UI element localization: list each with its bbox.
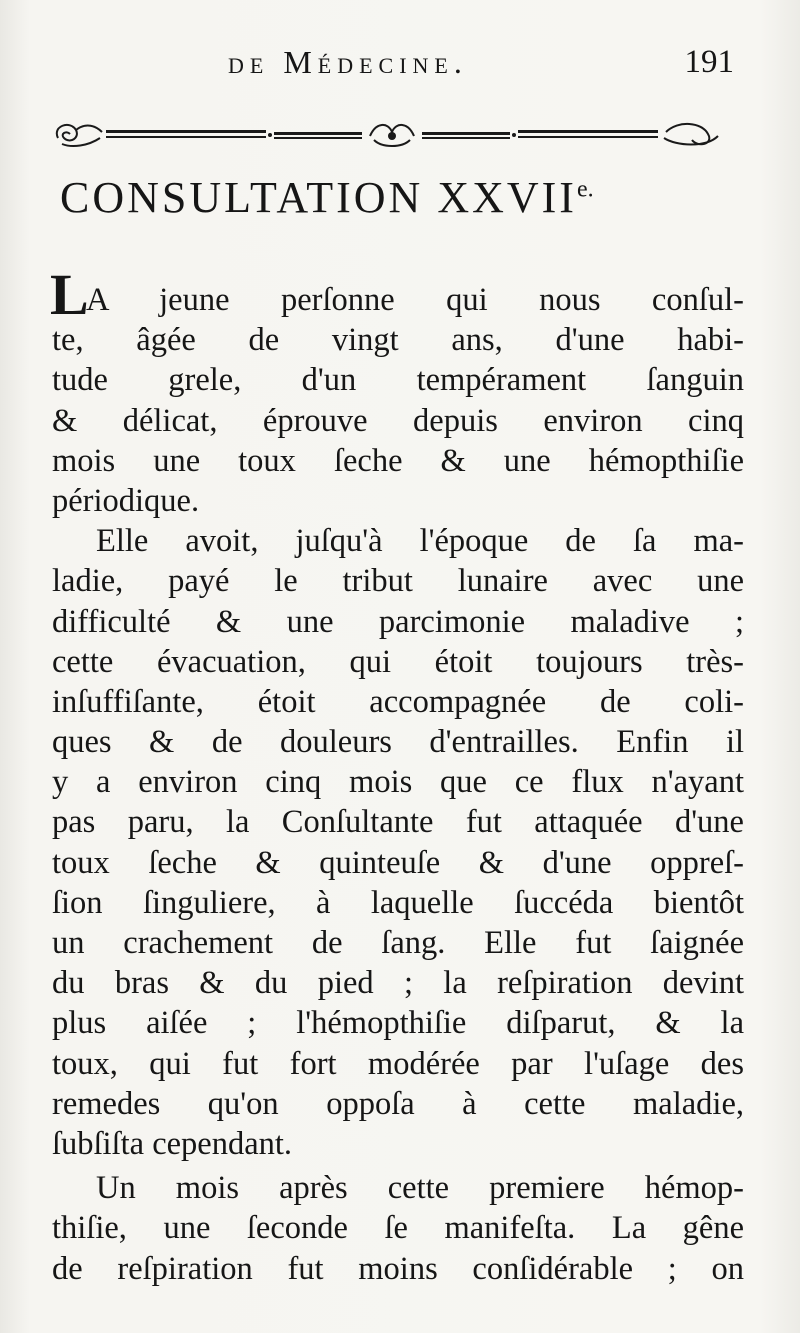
paragraph-line: plus aiſée ; l'hémopthiſie diſparut, & la: [52, 1005, 744, 1042]
paragraph-line: remedes qu'on oppoſa à cette maladie,: [52, 1085, 744, 1122]
page-number: 191: [684, 44, 734, 80]
heading-text: CONSULTATION XXVII: [60, 173, 577, 222]
body-text: [50, 262, 744, 1289]
paragraph-line: cette évacuation, qui étoit toujours très-: [52, 643, 744, 680]
paragraph-line: thiſie, une ſeconde ſe manifeſta. La gêne: [52, 1210, 744, 1247]
paragraph-line: pas paru, la Conſultante fut attaquée d'une: [52, 804, 744, 841]
paragraph-line: te, âgée de vingt ans, d'une habi-: [52, 322, 744, 359]
consultation-heading: [60, 172, 750, 223]
paragraph-line: toux, qui fut fort modérée par l'uſage des: [52, 1045, 744, 1082]
paragraph-line: périodique.: [52, 482, 200, 519]
paragraph-line: du bras & du pied ; la reſpiration devint: [52, 965, 744, 1002]
paragraph-line: ſubſiſta cependant.: [52, 1125, 293, 1162]
paragraph-line: inſuffiſante, étoit accompagnée de coli-: [52, 683, 744, 720]
paragraph-line: & délicat, éprouve depuis environ cinq: [52, 402, 744, 439]
heading-superscript: e.: [576, 176, 594, 203]
paragraph-line: de reſpiration fut moins conſidérable ; on: [52, 1250, 744, 1287]
running-head-title: de Médecine.: [228, 44, 468, 80]
paragraph-line: difficulté & une parcimonie maladive ;: [52, 603, 744, 640]
paragraph-line: toux ſeche & quinteuſe & d'une oppreſ-: [52, 844, 744, 881]
paragraph-line: Un mois après cette premiere hémop-: [96, 1170, 744, 1207]
paragraph-line: tude grele, d'un tempérament ſanguin: [52, 362, 744, 399]
paragraph-line: mois une toux ſeche & une hémopthiſie: [52, 442, 744, 479]
ornament-rule-icon: [52, 116, 724, 152]
paragraph-line: ques & de douleurs d'entrailles. Enfin il: [52, 724, 744, 761]
running-head: [0, 44, 800, 94]
paragraph-line: y a environ cinq mois que ce flux n'ayant: [52, 764, 744, 801]
paragraph-line: L A jeune perſonne qui nous conſul-: [50, 262, 744, 327]
drop-cap: L: [50, 262, 89, 327]
paragraph-line: ladie, payé le tribut lunaire avec une: [52, 563, 744, 600]
paragraph-line: ſion ſinguliere, à laquelle ſuccéda bientôt: [52, 884, 744, 921]
paragraph-line: un crachement de ſang. Elle fut ſaignée: [52, 925, 744, 961]
paragraph-line: Elle avoit, juſqu'à l'époque de ſa ma-: [96, 523, 744, 560]
